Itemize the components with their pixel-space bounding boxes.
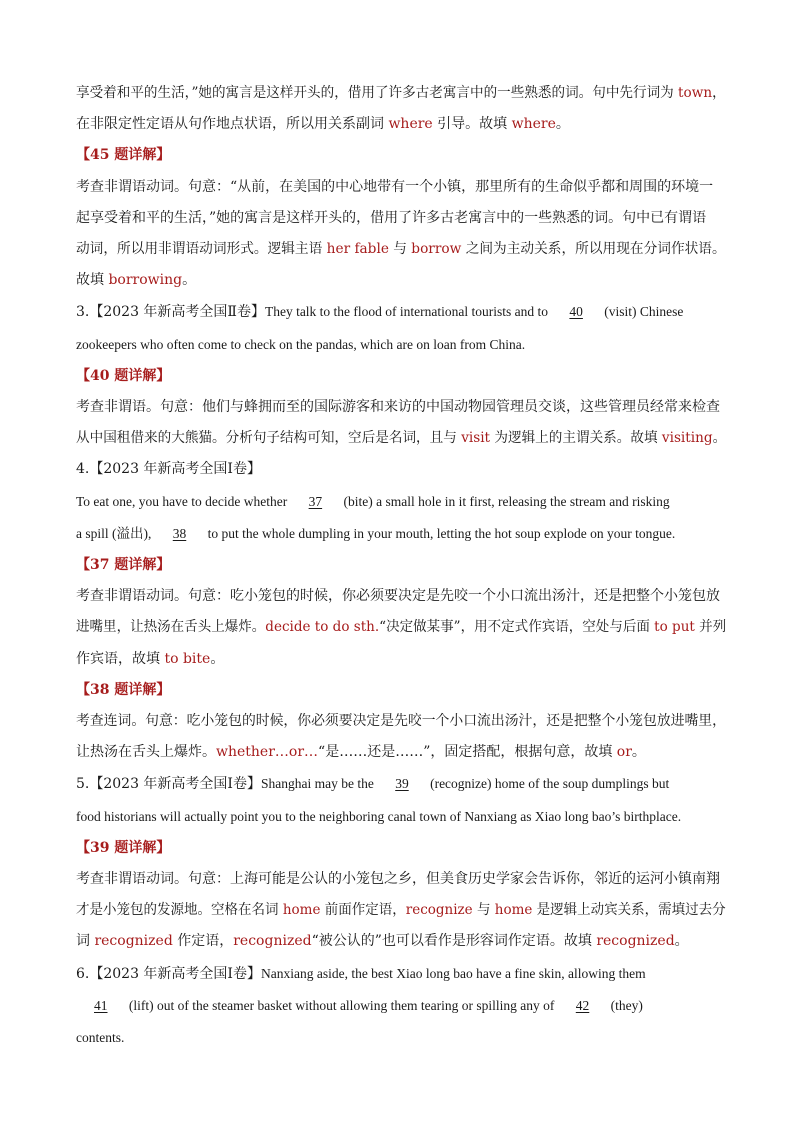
highlighted-term: home [494,902,533,919]
text-segment: 考查非谓语动词。句意：上海可能是公认的小笼包之乡，但美食历史学家会告诉你，邻近的运河小镇南翔 [76,871,720,888]
text-segment: 。 [674,933,689,950]
text-segment: 享受着和平的生活，”她的寓言是这样开头的，借用了许多古老寓言中的一些熟悉的词。句中先行词为 [76,85,679,101]
text-line [76,550,726,581]
highlighted-term: recognized [596,933,675,950]
english-text: (visit) Chinese [600,304,684,320]
text-line [76,833,726,864]
text-line [76,140,726,171]
section-heading: 【45 题详解】 [76,147,171,164]
text-segment: 。 [182,272,197,289]
text-line [76,926,726,957]
document-page [76,78,726,1054]
text-segment: 进嘴里，让热汤在舌头上爆炸。 [76,619,266,636]
section-heading: 【39 题详解】 [76,839,171,856]
text-line [76,361,726,392]
text-segment: 6.【2023 年新高考全国Ⅰ卷】 [76,965,261,982]
text-line [76,454,726,485]
text-line [76,423,727,454]
text-segment: 与 [388,241,412,258]
highlighted-term: to put [654,619,695,636]
section-heading: 【37 题详解】 [76,557,171,574]
text-segment: 5.【2023 年新高考全国Ⅰ卷】 [76,776,261,793]
text-segment: 在非限定性定语从句作地点状语，所以用关系副词 [76,116,389,133]
text-line [76,486,726,518]
text-segment: 起享受着和平的生活，”她的寓言是这样开头的，借用了许多古老寓言中的一些熟悉的词。句中已有谓语 [76,209,707,226]
english-text: (bite) a small hole in it first, releasing the stream and risking [340,493,670,509]
text-line [76,581,726,612]
answer-blank: 37 [308,493,323,509]
highlighted-term: borrowing [108,272,183,289]
highlighted-term: recognized [233,933,312,950]
english-text: a spill (溢出), [76,525,155,541]
text-line [76,265,726,296]
text-line [76,801,726,833]
text-segment: 考查非谓语动词。句意：吃小笼包的时候，你必须要决定是先咬一个小口流出汤汁，还是把整个小笼包放 [76,588,720,605]
text-segment: “是……还是……”，固定搭配，根据句意，故填 [318,744,617,761]
text-line [76,895,726,926]
answer-blank: 42 [575,997,590,1013]
answer-blank: 40 [569,304,583,320]
text-line [76,958,726,990]
text-line [76,172,726,203]
highlighted-term: visiting [661,430,713,447]
text-segment: 为逻辑上的主谓关系。故填 [490,430,662,447]
english-text: food historians will actually point you to the neighboring canal town of Nanxiang as Xiao long bao’s birthplace. [76,808,682,824]
text-segment: 前面作定语， [320,902,406,919]
highlighted-term: or [616,744,632,761]
answer-blank: 39 [395,776,409,792]
text-line [76,203,726,234]
text-line [76,706,726,737]
text-segment: 。 [712,430,727,447]
text-segment: 。 [631,744,646,761]
section-heading: 【40 题详解】 [76,367,171,384]
text-segment: 才是小笼包的发源地。空格在名词 [76,902,283,919]
text-line [76,234,726,265]
text-segment: 。 [555,116,570,133]
text-segment: 词 [76,933,95,950]
highlighted-term: to bite [164,650,211,667]
english-text: (they) [607,997,643,1013]
english-text: to put the whole dumpling in your mouth, letting the hot soup explode on your tongue. [204,525,676,541]
text-segment: 引导。故填 [432,116,512,133]
text-line [76,675,726,706]
text-line [76,1022,726,1054]
english-text: contents. [76,1030,125,1046]
text-segment: “被公认的”也可以看作是形容词作定语。故填 [311,933,597,950]
text-line [76,109,726,140]
text-line [76,737,726,768]
text-segment: 考查非谓语动词。句意：“从前，在美国的中心地带有一个小镇，那里所有的生命似乎都和周围的环境一 [76,178,714,195]
text-segment: “决定做某事”，用不定式作宾语，空处与后面 [379,619,655,636]
text-segment: 考查连词。句意：吃小笼包的时候，你必须要决定是先咬一个小口流出汤汁，还是把整个小笼包放进嘴里， [76,713,726,730]
text-line [76,78,726,109]
highlighted-term: town [678,85,713,101]
highlighted-term: recognize [405,902,473,919]
answer-blank: 38 [172,525,187,541]
highlighted-term: recognized [94,933,173,950]
text-segment: 动词，所以用非谓语动词形式。逻辑主语 [76,241,327,258]
text-line [76,990,726,1022]
text-segment: ， [712,85,726,101]
text-segment: 是逻辑上动宾关系，需填过去分 [532,902,726,919]
text-segment: 考查非谓语。句意：他们与蜂拥而至的国际游客和来访的中国动物园管理员交谈，这些管理员经常来检查 [76,399,720,416]
section-heading: 【38 题详解】 [76,681,171,698]
text-segment: 3.【2023 年新高考全国Ⅱ卷】 [76,304,265,321]
text-segment: 4.【2023 年新高考全国Ⅰ卷】 [76,461,261,478]
text-line [76,612,727,643]
english-text: They talk to the flood of international tourists and to [264,304,552,320]
highlighted-term: visit [461,430,491,447]
highlighted-term: her fable [326,241,389,258]
text-segment: 从中国租借来的大熊猫。分析句子结构可知，空后是名词，且与 [76,430,462,447]
english-text: zookeepers who often come to check on the pandas, which are on loan from China. [76,336,526,352]
english-text: To eat one, you have to decide whether [76,493,291,509]
english-text: Nanxiang aside, the best Xiao long bao have a fine skin, allowing them [260,965,646,981]
text-segment: 作定语， [172,933,234,950]
text-line [76,518,726,550]
text-segment: 故填 [76,272,109,289]
text-segment: 。 [210,650,225,667]
highlighted-term: whether…or… [216,744,319,761]
english-text: (lift) out of the steamer basket without allowing them tearing or spilling any of [125,997,558,1013]
english-text: Shanghai may be the [260,776,378,792]
highlighted-term: borrow [411,241,462,258]
text-line [76,768,726,800]
highlighted-term: home [282,902,321,919]
text-segment: 让热汤在舌头上爆炸。 [76,744,216,761]
text-segment: 并列 [694,619,727,636]
answer-blank: 41 [94,997,108,1013]
english-text: (recognize) home of the soup dumplings but [426,776,670,792]
text-line [76,296,726,328]
highlighted-term: where [388,116,433,133]
highlighted-term: decide to do sth. [265,619,380,636]
text-line [76,329,726,361]
text-segment: 之间为主动关系，所以用现在分词作状语。 [461,241,726,258]
highlighted-term: where [511,116,556,133]
text-line [76,644,726,675]
text-line [76,392,726,423]
text-segment: 作宾语，故填 [76,650,165,667]
document-body [76,78,726,1054]
text-segment: 与 [472,902,495,919]
text-line [76,864,726,895]
